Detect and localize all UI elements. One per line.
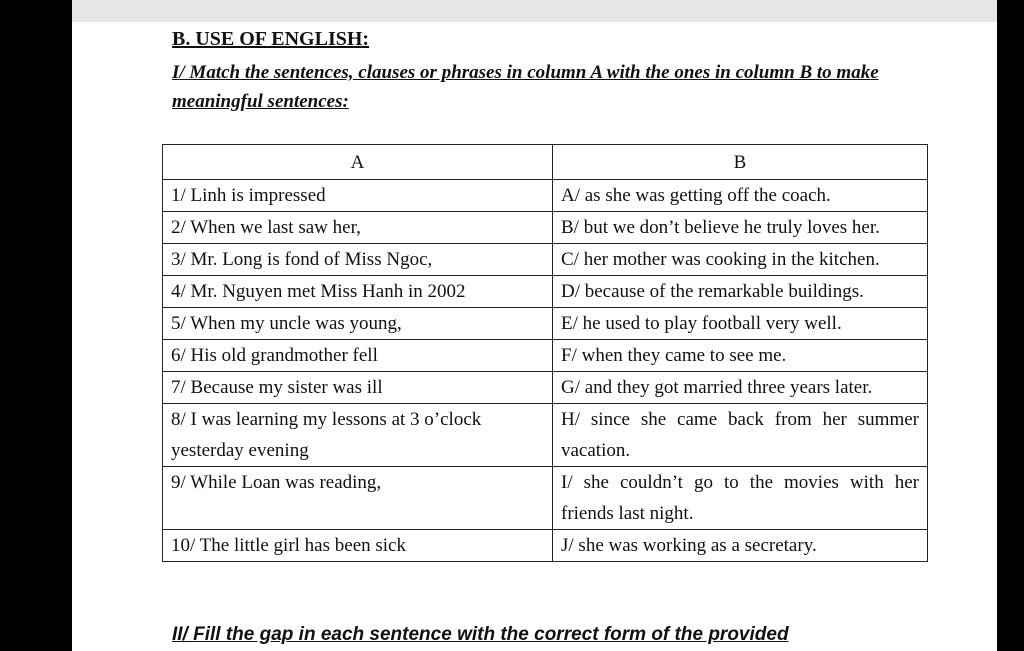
- table-row: [163, 467, 928, 530]
- table-row: [163, 244, 928, 276]
- column-b-cell: J/ she was working as a secretary.: [553, 530, 928, 562]
- column-a-cell: 7/ Because my sister was ill: [163, 372, 553, 404]
- column-b-cell: E/ he used to play football very well.: [553, 308, 928, 340]
- column-a-cell: 3/ Mr. Long is fond of Miss Ngoc,: [163, 244, 553, 276]
- column-b-header: B: [553, 145, 928, 180]
- document-page: [72, 22, 997, 651]
- table-row: [163, 404, 928, 467]
- column-a-cell: 2/ When we last saw her,: [163, 212, 553, 244]
- matching-table: [162, 144, 928, 562]
- table-row: [163, 276, 928, 308]
- table-row: [163, 308, 928, 340]
- table-header-row: [163, 145, 928, 180]
- column-a-cell: 4/ Mr. Nguyen met Miss Hanh in 2002: [163, 276, 553, 308]
- column-a-cell: 9/ While Loan was reading,: [163, 467, 553, 530]
- column-b-cell: D/ because of the remarkable buildings.: [553, 276, 928, 308]
- column-b-cell: H/ since she came back from her summer vacation.: [553, 404, 928, 467]
- column-b-cell: G/ and they got married three years later.: [553, 372, 928, 404]
- next-section-instruction: II/ Fill the gap in each sentence with the correct form of the provided: [172, 624, 789, 645]
- table-row: [163, 180, 928, 212]
- viewer-top-bar: [72, 0, 997, 22]
- table-row: [163, 340, 928, 372]
- match-instruction: I/ Match the sentences, clauses or phrases in column A with the ones in column B to make meaningful sentences:: [172, 62, 879, 112]
- table-row: [163, 372, 928, 404]
- column-b-cell: F/ when they came to see me.: [553, 340, 928, 372]
- column-a-cell: 1/ Linh is impressed: [163, 180, 553, 212]
- column-b-cell: A/ as she was getting off the coach.: [553, 180, 928, 212]
- column-b-cell: B/ but we don’t believe he truly loves her.: [553, 212, 928, 244]
- column-a-cell: 5/ When my uncle was young,: [163, 308, 553, 340]
- column-a-cell: 8/ I was learning my lessons at 3 o’clock yesterday evening: [163, 404, 553, 467]
- column-a-header: A: [163, 145, 553, 180]
- section-heading: B. USE OF ENGLISH:: [172, 28, 370, 50]
- table-row: [163, 530, 928, 562]
- column-b-cell: I/ she couldn’t go to the movies with her friends last night.: [553, 467, 928, 530]
- column-a-cell: 10/ The little girl has been sick: [163, 530, 553, 562]
- table-row: [163, 212, 928, 244]
- column-b-cell: C/ her mother was cooking in the kitchen.: [553, 244, 928, 276]
- column-a-cell: 6/ His old grandmother fell: [163, 340, 553, 372]
